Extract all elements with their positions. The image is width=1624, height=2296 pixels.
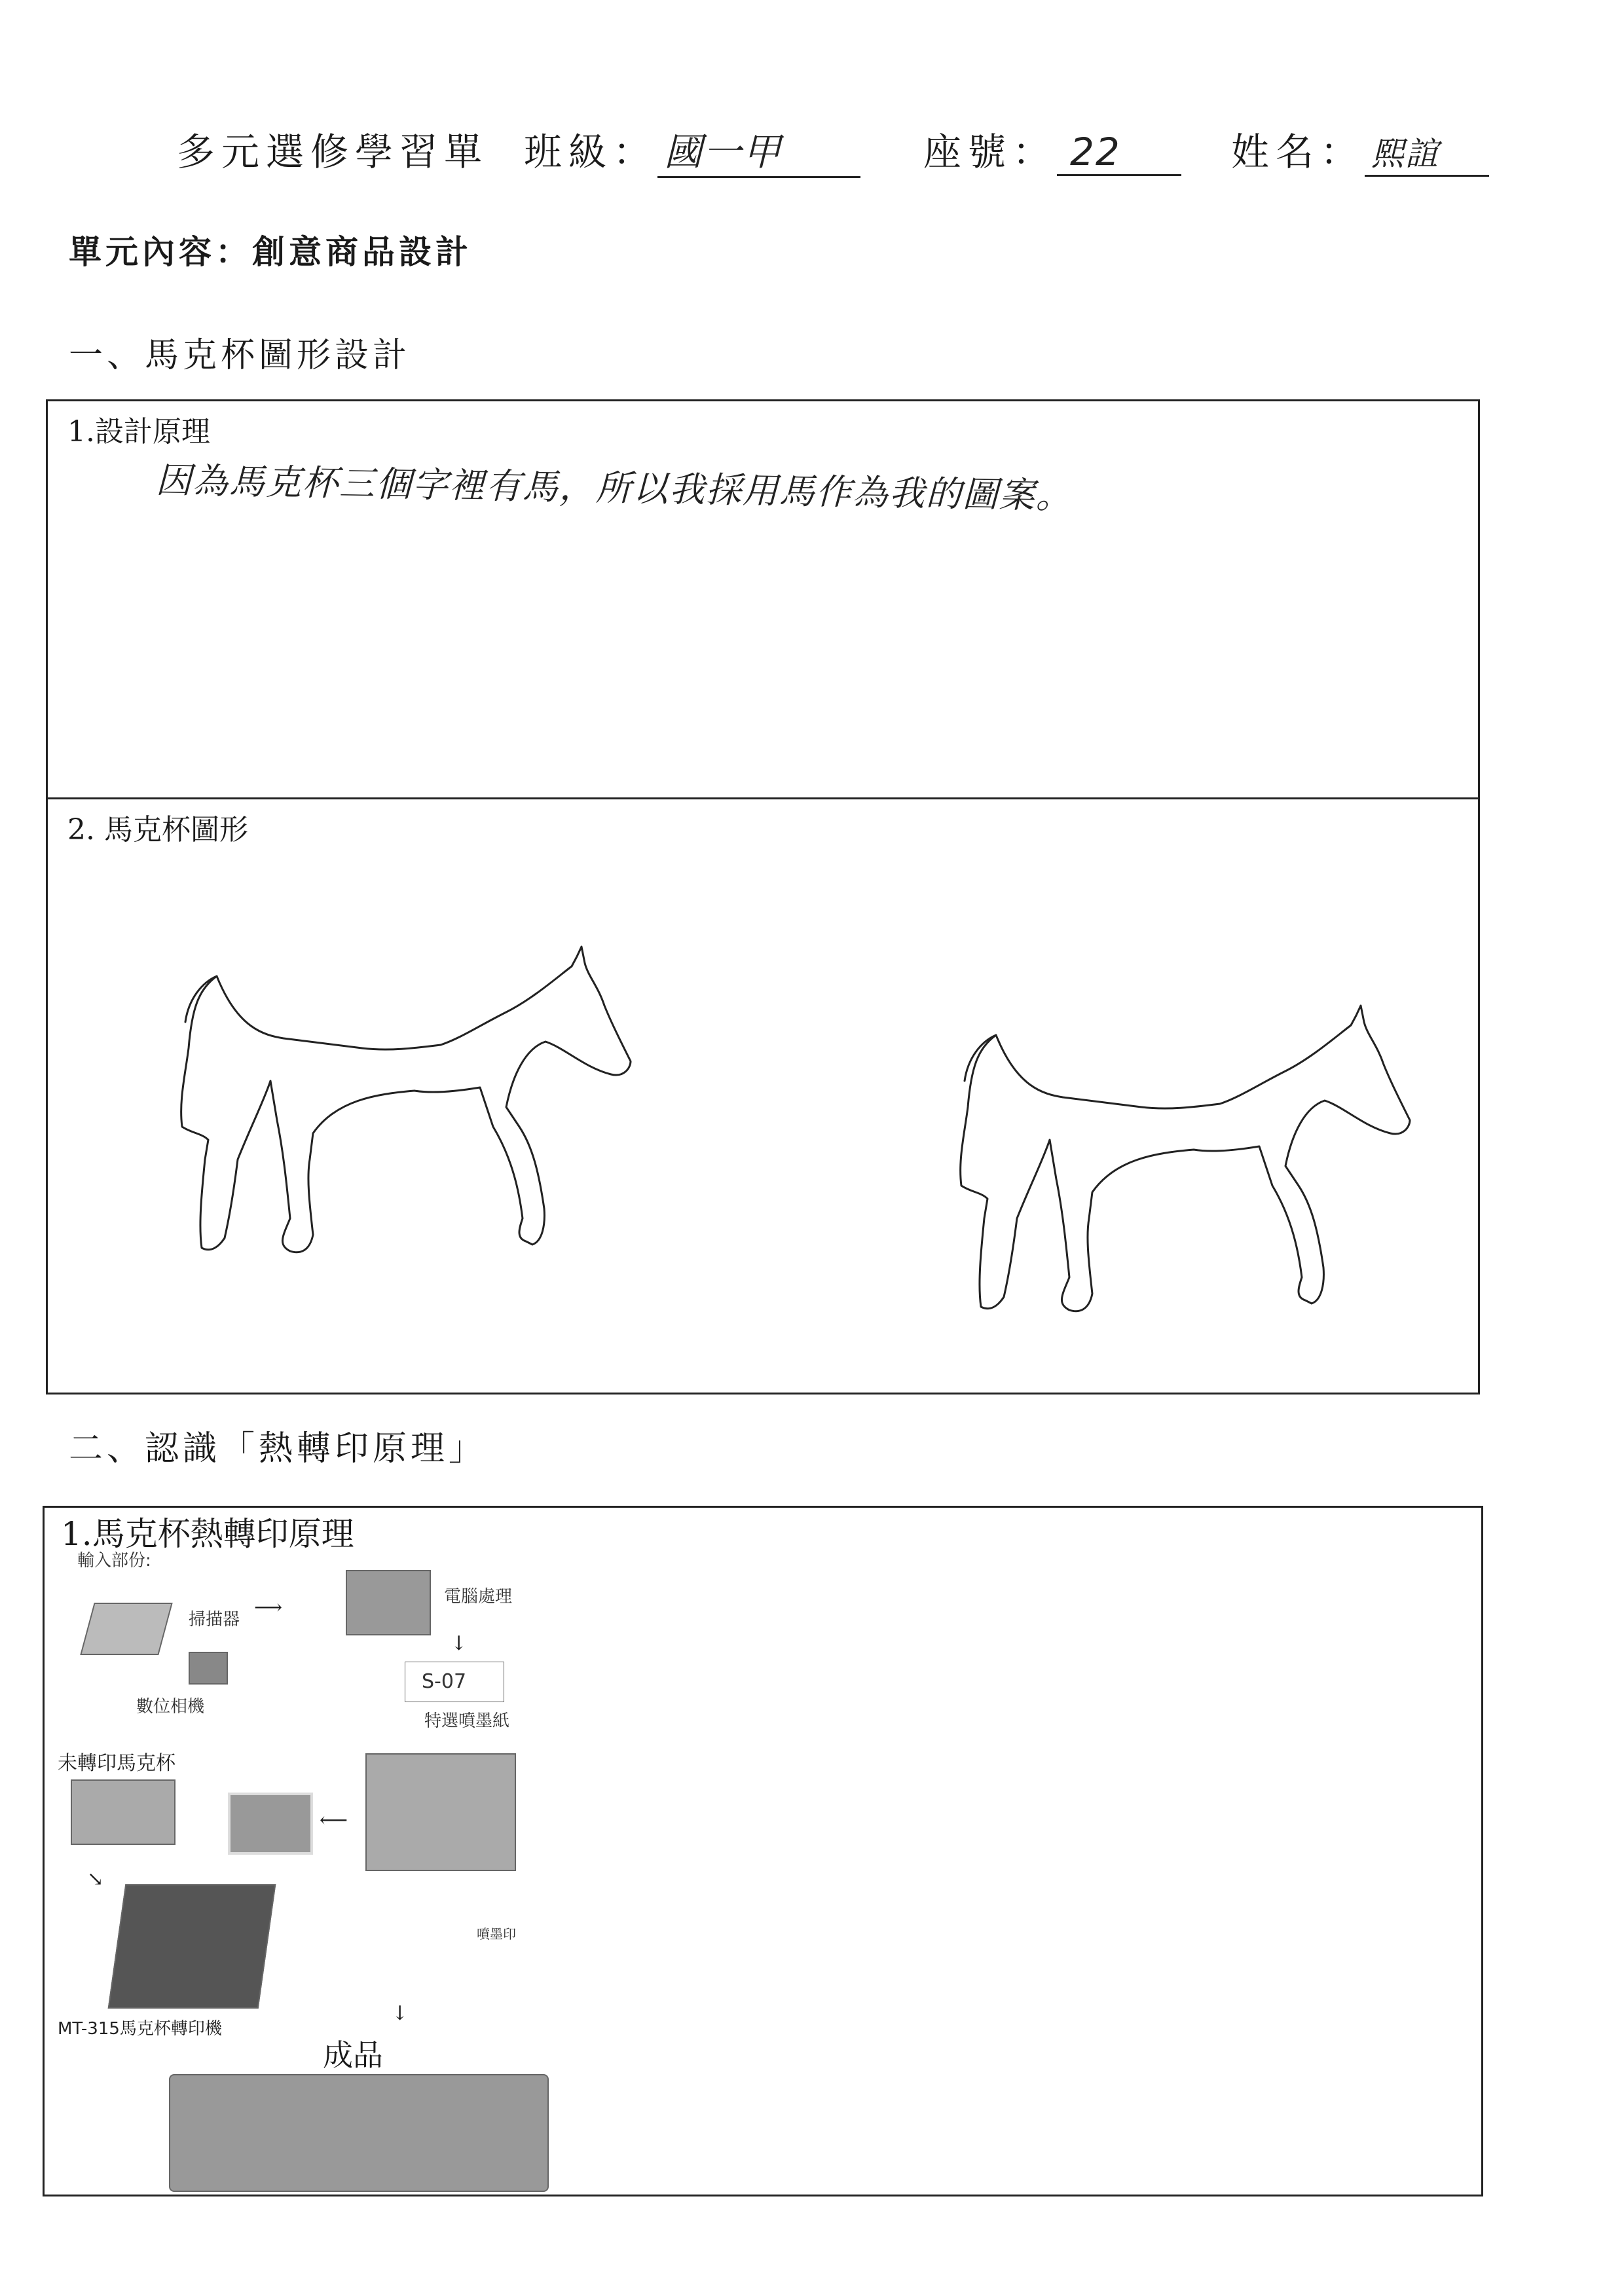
printed-paper-image xyxy=(228,1793,313,1855)
product-label: 成品 xyxy=(323,2037,383,2073)
worksheet-header xyxy=(177,121,489,176)
unit-content: 單元內容：創意商品設計 xyxy=(69,232,472,271)
horse-drawing-left xyxy=(181,947,631,1252)
blank-mug-image xyxy=(71,1779,175,1845)
arrow-down-icon: ↓ xyxy=(392,2002,409,2025)
design-principle-label: 1.設計原理 xyxy=(67,415,210,448)
mug-graphic-drawing xyxy=(48,799,1478,1392)
computer-image xyxy=(346,1570,431,1635)
scanner-image xyxy=(80,1603,172,1655)
paper-label: 特選噴墨紙 xyxy=(424,1711,510,1731)
worksheet-title: 多元選修學習單 xyxy=(177,130,489,174)
horse-drawing-right xyxy=(961,1006,1410,1311)
design-box xyxy=(46,399,1480,1394)
input-label: 輸入部份: xyxy=(77,1551,151,1571)
scanner-label: 掃描器 xyxy=(189,1610,240,1630)
paper-box xyxy=(405,1662,504,1702)
seat-label: 座號： xyxy=(923,130,1058,174)
product-mugs-image xyxy=(169,2074,549,2192)
name-field xyxy=(1231,121,1489,177)
section2-heading: 二、認識「熱轉印原理」 xyxy=(69,1429,487,1468)
printer-note: 噴墨印 xyxy=(477,1926,516,1942)
section1-heading: 一、馬克杯圖形設計 xyxy=(69,336,411,375)
computer-label: 電腦處理 xyxy=(444,1587,513,1607)
transfer-principle-box xyxy=(43,1506,1483,2196)
printer-image xyxy=(365,1753,516,1871)
class-label: 班級： xyxy=(524,130,658,174)
seat-value: 22 xyxy=(1057,130,1181,176)
arrow-down-left-icon: ↘ xyxy=(87,1868,104,1891)
seat-field xyxy=(923,121,1181,176)
arrow-down-icon: ↓ xyxy=(451,1632,468,1655)
heat-transfer-diagram xyxy=(58,1544,581,2192)
mug-graphic-label: 2. 馬克杯圖形 xyxy=(67,813,248,847)
blank-mug-label: 未轉印馬克杯 xyxy=(58,1752,175,1775)
name-value: 熙誼 xyxy=(1365,128,1489,177)
camera-image xyxy=(189,1652,228,1685)
name-label: 姓名： xyxy=(1231,130,1365,174)
transfer-machine-image xyxy=(108,1884,276,2009)
class-field xyxy=(524,121,860,178)
machine-label: MT-315馬克杯轉印機 xyxy=(58,2019,222,2039)
design-principle-answer: 因為馬克杯三個字裡有馬，所以我採用馬作為我的圖案。 xyxy=(155,459,1073,517)
transfer-principle-label: 1.馬克杯熱轉印原理 xyxy=(61,1515,354,1553)
paper-code: S-07 xyxy=(422,1670,467,1693)
camera-label: 數位相機 xyxy=(136,1697,205,1717)
class-value: 國一甲 xyxy=(657,121,860,178)
arrow-right-icon: ⟶ xyxy=(254,1596,283,1619)
arrow-left-icon: ⟵ xyxy=(320,1809,348,1832)
